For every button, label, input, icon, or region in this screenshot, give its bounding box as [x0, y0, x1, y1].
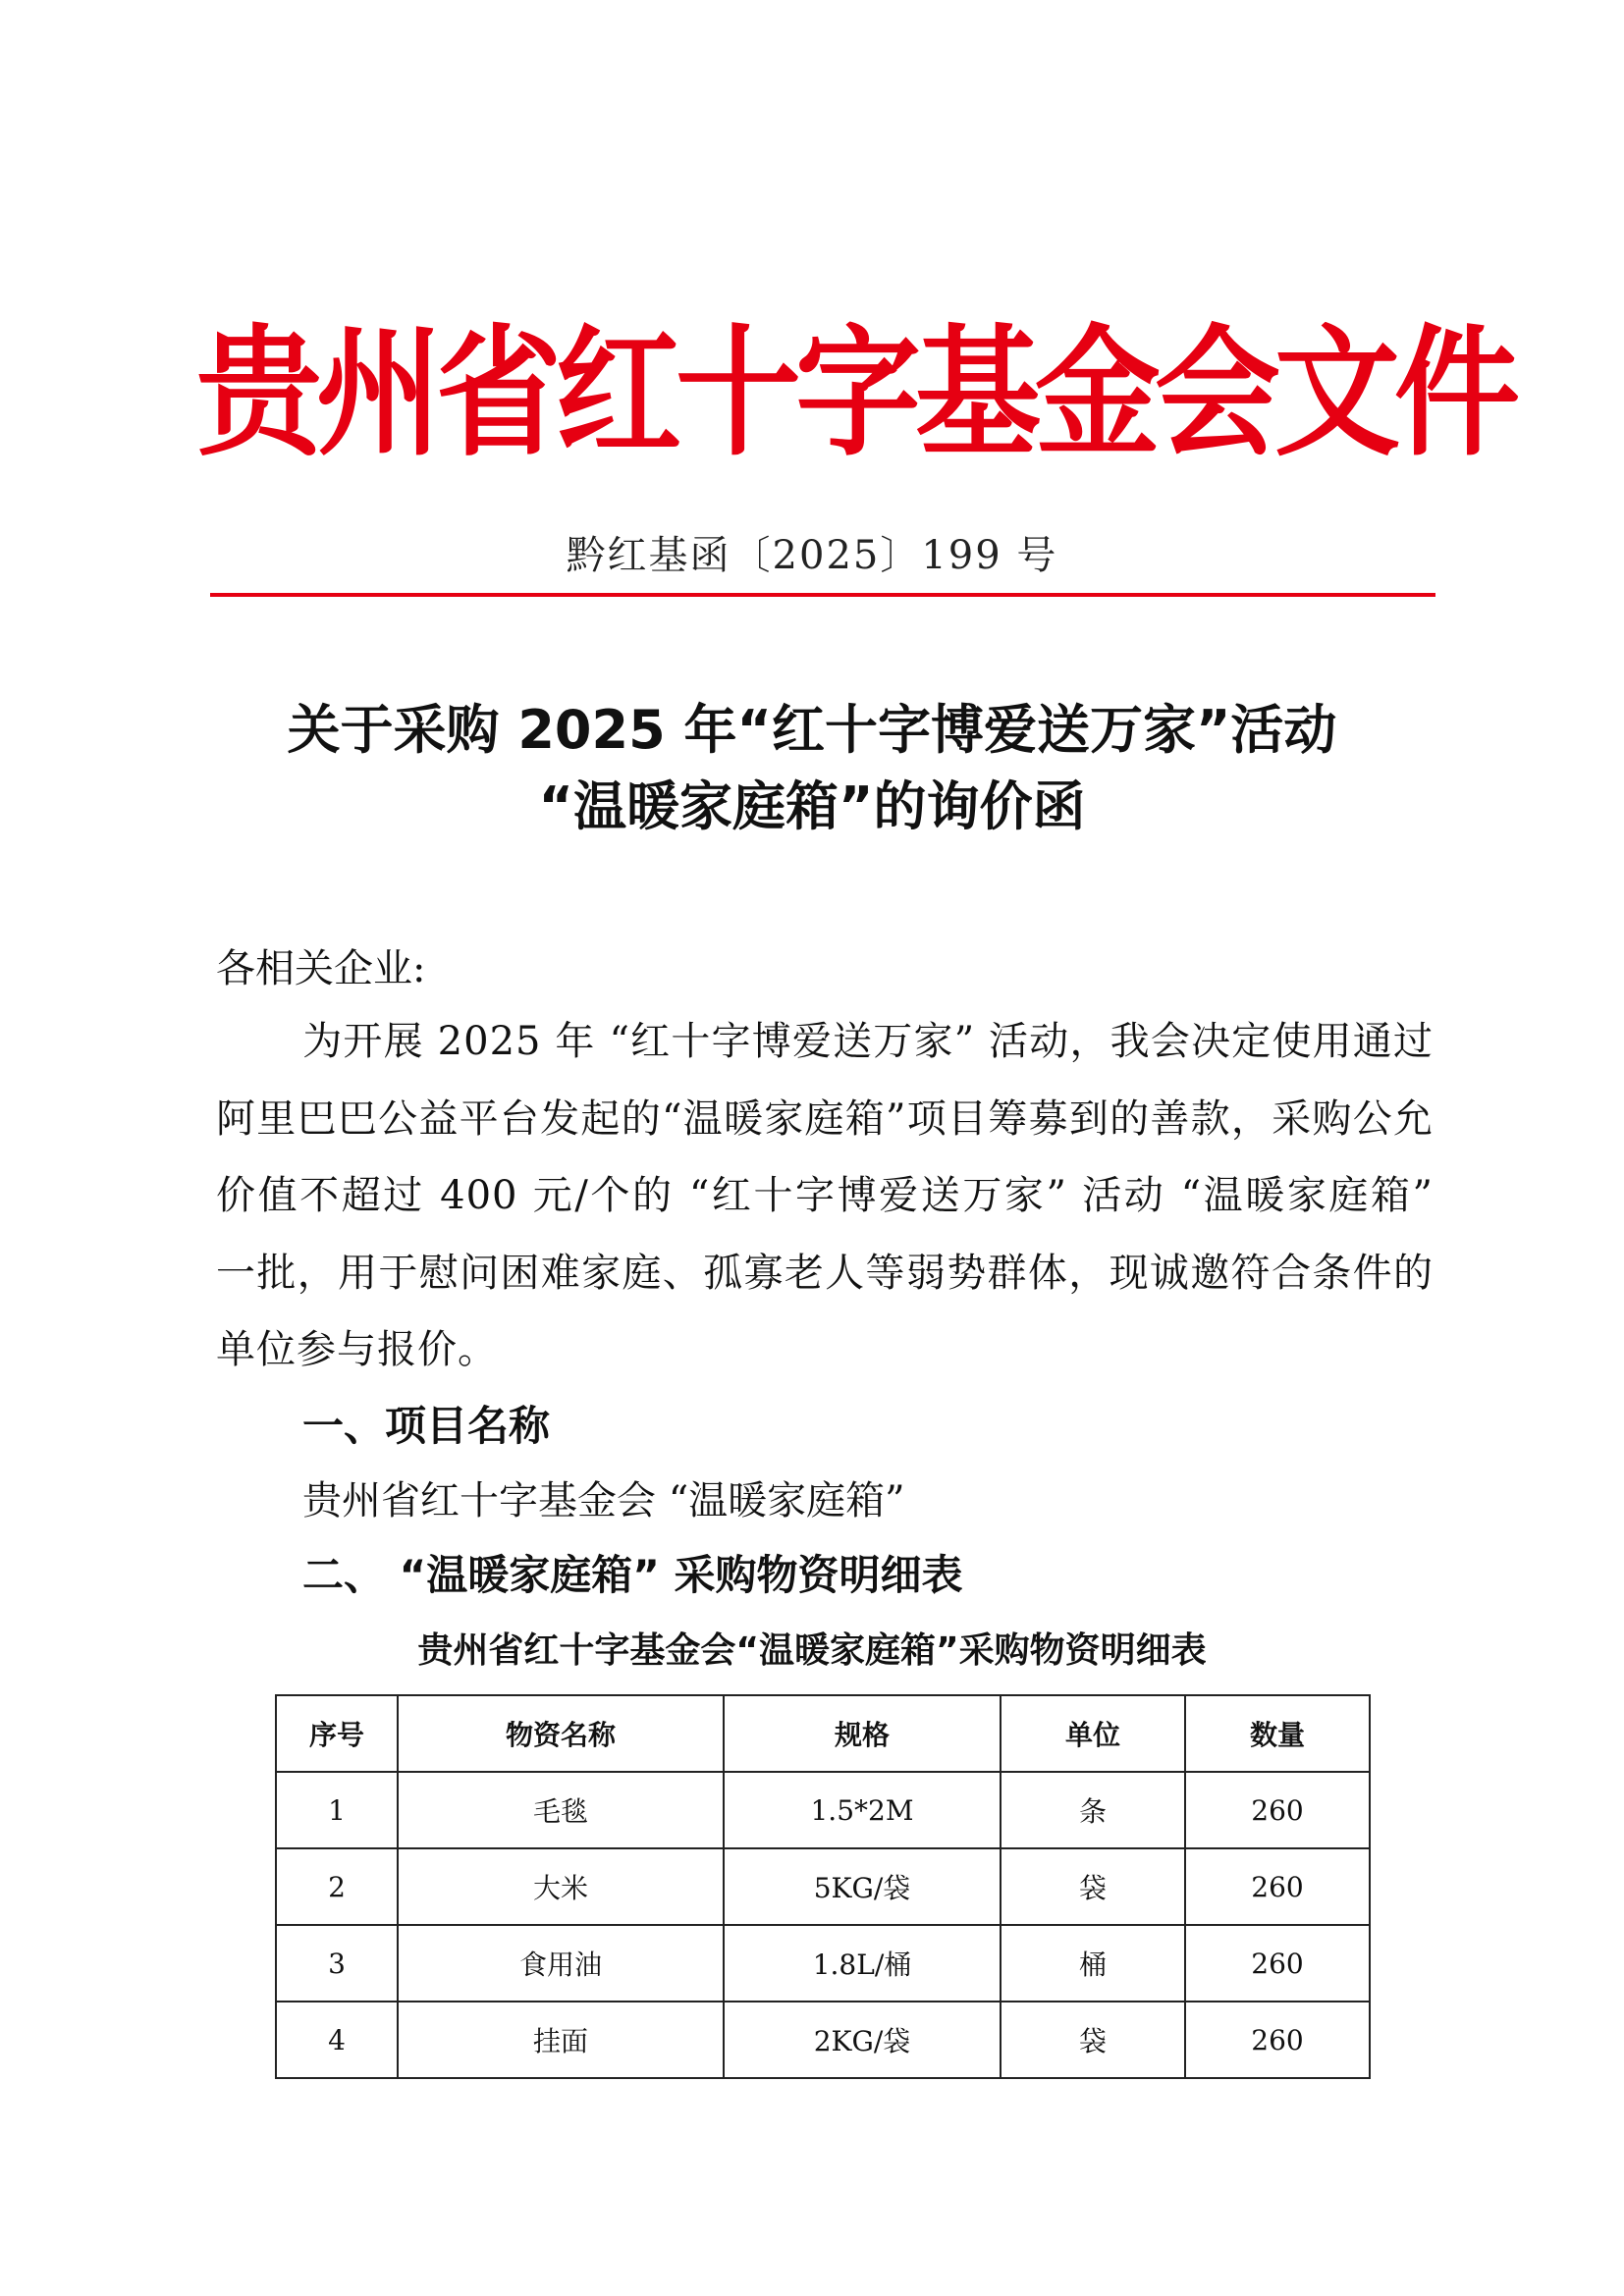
- document-title-line-1: 关于采购 2025 年“红十字博爱送万家”活动: [287, 699, 1337, 761]
- table-header-row: [276, 1695, 1370, 1772]
- procurement-detail-table: [275, 1694, 1371, 2079]
- header-unit: 单位: [1001, 1695, 1185, 1772]
- cell-spec: 5KG/袋: [724, 1848, 1001, 1925]
- cell-spec: 1.8L/桶: [724, 1925, 1001, 2002]
- cell-index: 2: [276, 1848, 398, 1925]
- header-spec: 规格: [724, 1695, 1001, 1772]
- cell-item-name: 大米: [398, 1848, 724, 1925]
- header-quantity: 数量: [1185, 1695, 1370, 1772]
- salutation: 各相关企业:: [216, 946, 426, 991]
- cell-item-name: 挂面: [398, 2002, 724, 2078]
- cell-index: 1: [276, 1772, 398, 1848]
- cell-unit: 袋: [1001, 2002, 1185, 2078]
- cell-quantity: 260: [1185, 2002, 1370, 2078]
- cell-quantity: 260: [1185, 1925, 1370, 2002]
- cell-index: 4: [276, 2002, 398, 2078]
- section-2-heading: 二、 “温暖家庭箱” 采购物资明细表: [302, 1551, 963, 1599]
- document-title-line-2: “温暖家庭箱”的询价函: [538, 775, 1086, 837]
- body-paragraph: [216, 1003, 1434, 1389]
- document-number: 黔红基函〔2025〕199 号: [566, 533, 1058, 578]
- cell-item-name: 食用油: [398, 1925, 724, 2002]
- header-index: 序号: [276, 1695, 398, 1772]
- cell-quantity: 260: [1185, 1772, 1370, 1848]
- table-row: [276, 1925, 1370, 2002]
- table-row: [276, 2002, 1370, 2078]
- table-row: [276, 1772, 1370, 1848]
- body-paragraph-text: 为开展 2025 年 “红十字博爱送万家” 活动，我会决定使用通过阿里巴巴公益平台发起的“温暖家庭箱”项目筹募到的善款，采购公允价值不超过 400 元/个的 “红十字博爱送万家” 活动 “温暖家庭箱” 一批，用于慰问困难家庭、孤寡老人等弱势群体，现诚邀符合条件的单位参与报价。: [216, 1019, 1434, 1372]
- section-1-body: 贵州省红十字基金会 “温暖家庭箱”: [302, 1478, 905, 1523]
- cell-index: 3: [276, 1925, 398, 2002]
- table-caption: 贵州省红十字基金会“温暖家庭箱”采购物资明细表: [417, 1630, 1207, 1671]
- red-masthead-title: 贵州省红十字基金会文件: [196, 312, 1515, 476]
- cell-spec: 2KG/袋: [724, 2002, 1001, 2078]
- cell-unit: 条: [1001, 1772, 1185, 1848]
- cell-item-name: 毛毯: [398, 1772, 724, 1848]
- table-row: [276, 1848, 1370, 1925]
- cell-unit: 桶: [1001, 1925, 1185, 2002]
- red-divider-line: [210, 593, 1435, 597]
- cell-spec: 1.5*2M: [724, 1772, 1001, 1848]
- header-item-name: 物资名称: [398, 1695, 724, 1772]
- section-1-heading: 一、项目名称: [302, 1402, 551, 1450]
- cell-quantity: 260: [1185, 1848, 1370, 1925]
- cell-unit: 袋: [1001, 1848, 1185, 1925]
